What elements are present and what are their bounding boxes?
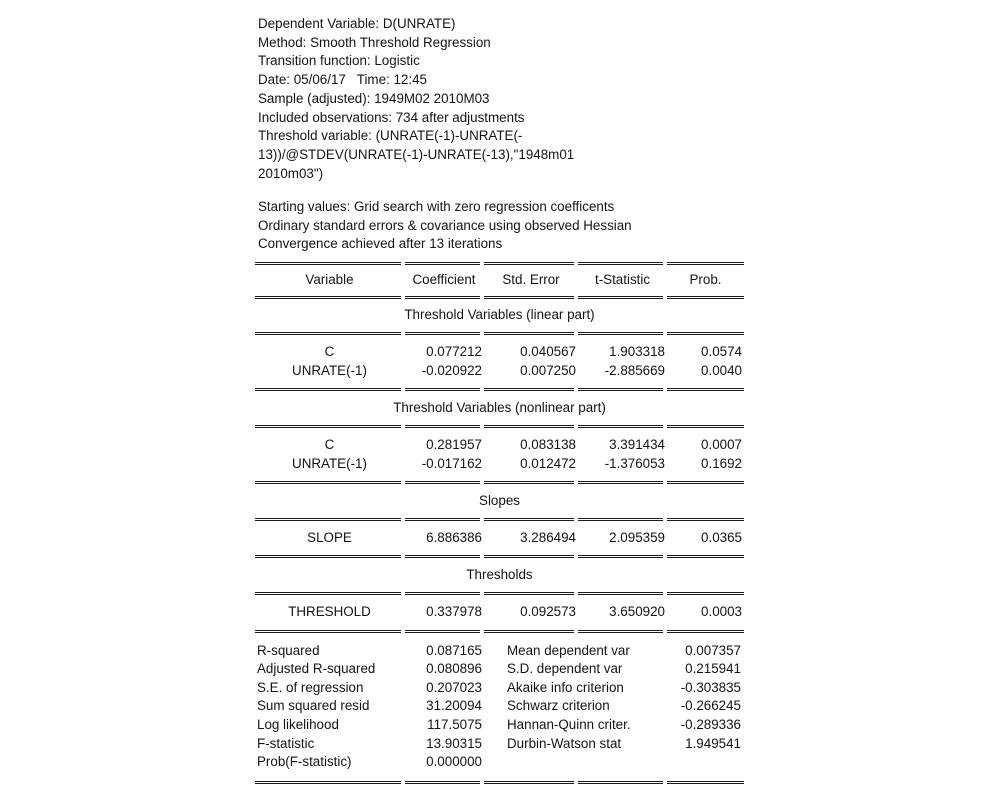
observations-line: Included observations: 734 after adjustments	[258, 109, 525, 125]
stats-row	[255, 679, 744, 698]
stat-label: Prob(F-statistic)	[257, 754, 352, 770]
cell-prob: 0.0040	[701, 362, 742, 378]
cell-coefficient: 0.077212	[426, 344, 482, 360]
stat-value	[667, 753, 744, 772]
section-title-nonlinear-part: Threshold Variables (nonlinear part)	[393, 399, 606, 415]
stat-label: Sum squared resid	[257, 698, 370, 714]
table-rule	[255, 332, 744, 335]
stat-label: S.E. of regression	[257, 679, 364, 695]
table-bottom-rule	[255, 781, 744, 784]
method-line: Method: Smooth Threshold Regression	[258, 34, 491, 50]
table-rule	[255, 592, 744, 595]
table-row	[255, 436, 744, 455]
cell-std-error: 0.083138	[520, 436, 576, 452]
table-row	[255, 603, 744, 622]
regression-results-table	[255, 262, 744, 784]
table-rule	[255, 630, 744, 633]
cell-t-statistic: 1.903318	[609, 344, 665, 360]
stats-row	[255, 660, 744, 679]
stat-label	[507, 753, 667, 772]
starting-values-line: Starting values: Grid search with zero regression coefficents	[258, 199, 615, 214]
cell-std-error: 3.286494	[520, 529, 576, 545]
cell-prob: 0.0365	[701, 529, 742, 545]
section-title-thresholds: Thresholds	[466, 566, 533, 582]
stat-label: R-squared	[257, 642, 320, 658]
spacer	[484, 735, 507, 754]
sample-line: Sample (adjusted): 1949M02 2010M03	[258, 90, 490, 106]
stat-label: Hannan-Quinn criter.	[507, 716, 631, 732]
table-row	[255, 455, 744, 474]
cell-coefficient: 6.886386	[426, 529, 482, 545]
stat-value: -0.303835	[680, 679, 741, 695]
table-rule	[255, 296, 744, 299]
cell-prob: 0.0574	[701, 344, 742, 360]
coefficient-group-linear	[255, 335, 744, 388]
column-header-std-error: Std. Error	[502, 272, 560, 287]
cell-coefficient: -0.017162	[421, 455, 482, 471]
stats-row	[255, 716, 744, 735]
cell-std-error: 0.092573	[520, 603, 576, 619]
cell-prob: 0.0007	[701, 436, 742, 452]
coefficient-group-slopes	[255, 521, 744, 556]
table-top-rule	[255, 262, 744, 265]
spacer	[484, 642, 507, 661]
cell-coefficient: 0.337978	[426, 603, 482, 619]
stat-label: Schwarz criterion	[507, 698, 610, 714]
cell-variable: C	[324, 436, 335, 452]
std-errors-line: Ordinary standard errors & covariance using observed Hessian	[258, 217, 632, 233]
estimation-notes	[258, 198, 778, 254]
section-title-slopes: Slopes	[479, 492, 520, 508]
stat-label: Mean dependent var	[507, 642, 630, 658]
cell-variable: UNRATE(-1)	[292, 455, 367, 471]
spacer	[484, 716, 507, 735]
stat-value: 0.207023	[426, 679, 482, 695]
cell-std-error: 0.040567	[520, 344, 576, 360]
spacer	[484, 753, 507, 772]
cell-prob: 0.0003	[701, 603, 742, 619]
column-header-variable: Variable	[305, 272, 354, 287]
cell-variable: UNRATE(-1)	[292, 362, 367, 378]
coefficient-group-thresholds	[255, 595, 744, 630]
table-row	[255, 362, 744, 381]
stat-value: 0.000000	[426, 754, 482, 770]
cell-variable: THRESHOLD	[288, 603, 371, 619]
stat-label: Durbin-Watson stat	[507, 735, 622, 751]
column-header-prob: Prob.	[689, 272, 722, 287]
stat-value: 1.949541	[685, 735, 741, 751]
threshold-variable-line-2: 13))/@STDEV(UNRATE(-1)-UNRATE(-13),"1948m01	[258, 146, 575, 162]
cell-std-error: 0.012472	[520, 455, 576, 471]
regression-spec-header	[258, 15, 758, 183]
stat-label: F-statistic	[257, 735, 315, 751]
section-title-linear-part: Threshold Variables (linear part)	[404, 307, 595, 323]
stat-value: 0.087165	[426, 642, 482, 658]
column-header-t-statistic: t-Statistic	[594, 272, 651, 287]
stats-row	[255, 697, 744, 716]
spacer	[484, 679, 507, 698]
convergence-line: Convergence achieved after 13 iterations	[258, 236, 503, 252]
cell-t-statistic: 3.391434	[609, 436, 665, 452]
stat-value: 31.20094	[426, 698, 482, 714]
cell-t-statistic: -2.885669	[604, 362, 665, 378]
stat-label: Adjusted R-squared	[257, 661, 376, 677]
stat-value: 0.007357	[685, 642, 741, 658]
stat-value: 0.215941	[685, 661, 741, 677]
cell-prob: 0.1692	[701, 455, 742, 471]
dependent-variable-line: Dependent Variable: D(UNRATE)	[258, 16, 456, 31]
stat-value: -0.289336	[680, 716, 741, 732]
cell-t-statistic: 2.095359	[609, 529, 665, 545]
stats-row	[255, 735, 744, 754]
table-rule	[255, 555, 744, 558]
table-row	[255, 343, 744, 362]
cell-variable: C	[324, 344, 335, 360]
stat-label: Akaike info criterion	[507, 679, 624, 695]
stat-value: 117.5075	[427, 716, 482, 732]
spacer	[484, 697, 507, 716]
table-rule	[255, 518, 744, 521]
column-header-coefficient: Coefficient	[412, 272, 476, 287]
stats-row	[255, 753, 744, 772]
spacer	[484, 660, 507, 679]
table-rule	[255, 388, 744, 391]
stat-value: 13.90315	[426, 735, 482, 751]
stat-label: S.D. dependent var	[507, 661, 623, 677]
table-rule	[255, 425, 744, 428]
cell-t-statistic: 3.650920	[609, 603, 665, 619]
table-rule	[255, 481, 744, 484]
stat-label: Log likelihood	[257, 716, 339, 732]
stat-value: 0.080896	[426, 661, 482, 677]
threshold-variable-line-3: 2010m03")	[258, 165, 324, 181]
cell-coefficient: -0.020922	[421, 362, 482, 378]
cell-std-error: 0.007250	[520, 362, 576, 378]
coefficient-group-nonlinear	[255, 428, 744, 481]
cell-coefficient: 0.281957	[426, 436, 482, 452]
stat-value: -0.266245	[680, 698, 741, 714]
column-header-row	[255, 265, 744, 296]
transition-function-line: Transition function: Logistic	[258, 53, 420, 69]
date-time-line: Date: 05/06/17 Time: 12:45	[258, 72, 427, 88]
cell-t-statistic: -1.376053	[604, 455, 665, 471]
cell-variable: SLOPE	[307, 529, 352, 545]
stats-row	[255, 642, 744, 661]
summary-statistics	[255, 633, 744, 781]
threshold-variable-line-1: Threshold variable: (UNRATE(-1)-UNRATE(-	[258, 128, 523, 144]
table-row	[255, 529, 744, 548]
